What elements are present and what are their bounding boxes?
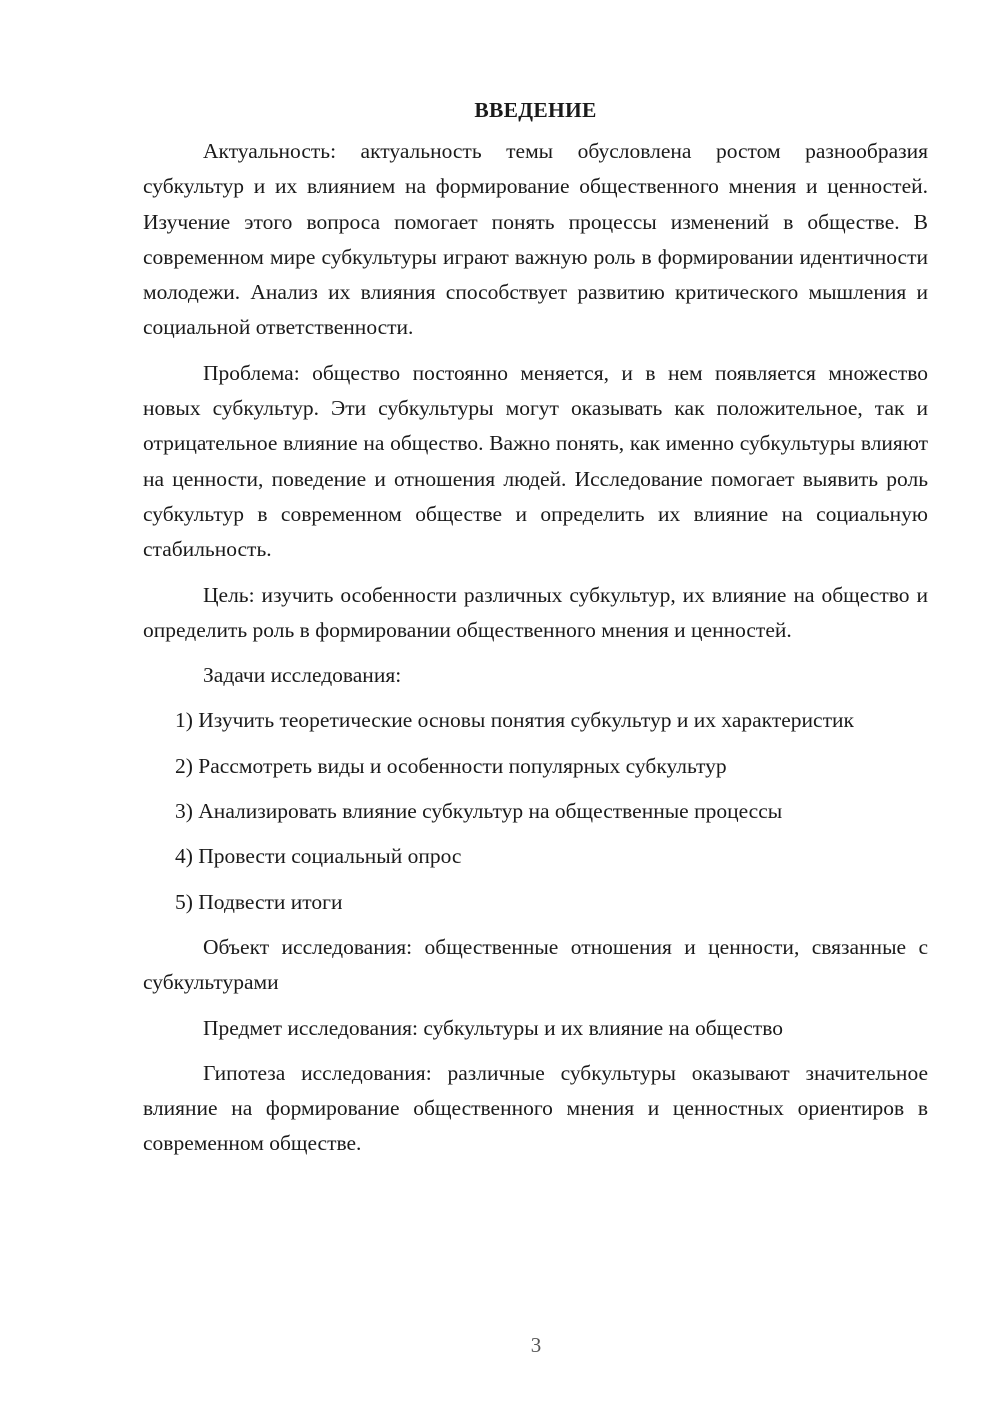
paragraph-relevance: Актуальность: актуальность темы обусловлена ростом разнообразия субкультур и их влиянием на формирование общественного мнения и ценностей. Изучение этого вопроса помогает понять процессы изменений в обществе. В современном мире субкультуры играют важную роль в формировании идентичности молодежи. Анализ их влияния способствует развитию критического мышления и социальной ответственности.	[143, 139, 928, 340]
page-number: 3	[530, 1333, 542, 1357]
paragraph-hypothesis: Гипотеза исследования: различные субкультуры оказывают значительное влияние на формирование общественного мнения и ценностных ориентиров в современном обществе.	[143, 1060, 928, 1156]
paragraph-problem: Проблема: общество постоянно меняется, и в нем появляется множество новых субкультур. Эти субкультуры могут оказывать как положительное, так и отрицательное влияние на общество. Важно понять, как именно субкультуры влияют на ценности, поведение и отношения людей. Исследование помогает выявить роль субкультур в современном обществе и определить их влияние на социальную стабильность.	[143, 360, 928, 562]
task-item-4: 4) Провести социальный опрос	[175, 844, 462, 869]
paragraph-goal: Цель: изучить особенности различных субкультур, их влияние на общество и определить роль в формировании общественного мнения и ценностей.	[143, 582, 928, 642]
paragraph-tasks-heading: Задачи исследования:	[203, 663, 402, 688]
task-item-2: 2) Рассмотреть виды и особенности популярных субкультур	[175, 753, 727, 778]
paragraph-subject: Предмет исследования: субкультуры и их влияние на общество	[203, 1015, 783, 1040]
paragraph-object: Объект исследования: общественные отношения и ценности, связанные с субкультурами	[143, 934, 928, 995]
page-title: ВВЕДЕНИЕ	[474, 98, 597, 122]
task-item-5: 5) Подвести итоги	[175, 889, 343, 914]
document-page	[143, 92, 928, 1172]
task-item-3: 3) Анализировать влияние субкультур на общественные процессы	[175, 799, 783, 824]
task-item-1: 1) Изучить теоретические основы понятия субкультур и их характеристик	[175, 708, 854, 733]
